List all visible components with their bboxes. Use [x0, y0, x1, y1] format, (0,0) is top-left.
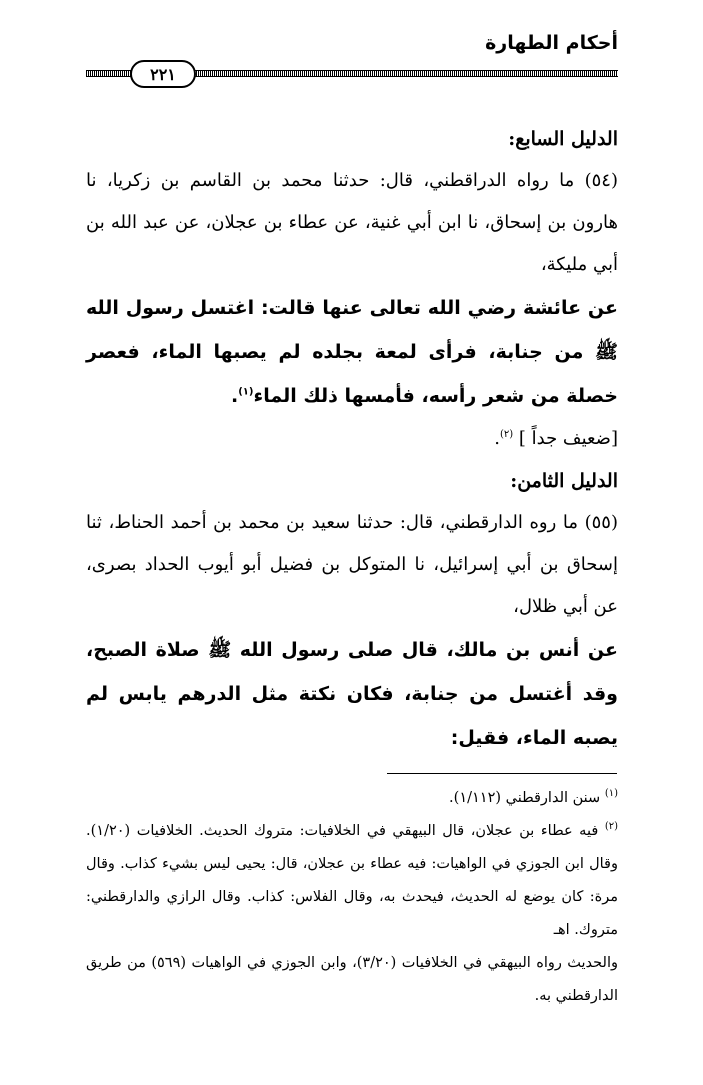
main-text — [86, 118, 618, 760]
section-heading-8: الدليل الثامن: — [510, 470, 618, 492]
hadith-end-54: . — [231, 385, 239, 407]
footnote-divider — [387, 773, 617, 774]
page-number: ٢٢١ — [130, 60, 196, 88]
footnote-ref-2: (٢) — [499, 429, 514, 440]
grade-label: [ضعيف جداً ] — [518, 428, 618, 449]
hadith-matn-54: عن عائشة رضي الله تعالى عنها قالت: اغتسل رسول الله ﷺ من جنابة، فرأى لمعة بجلده لم يصبها الماء، فعصر خصلة من شعر رأسه، فأمسها ذلك الماء — [86, 297, 618, 407]
hadith-grade — [86, 418, 618, 460]
grade-end: . — [494, 428, 500, 449]
footnote-mark-2: (٢) — [604, 821, 618, 833]
footnote-1 — [86, 782, 618, 815]
footnote-ref-1: (١) — [238, 386, 254, 398]
isnad-55: (٥٥) ما روه الدارقطني، قال: حدثنا سعيد بن محمد بن أحمد الحناط، ثنا إسحاق بن أبي إسرائيل، نا المتوكل بن فضيل أبو أيوب الحداد بصرى، عن أبي ظلال، — [86, 512, 618, 617]
hadith-text-54 — [86, 286, 618, 418]
isnad-54: (٥٤) ما رواه الدراقطني، قال: حدثنا محمد بن القاسم بن زكريا، نا هارون بن إسحاق، نا ابن أبي غنية، عن عطاء بن عجلان، عن عبد الله بن أبي مليكة، — [86, 170, 618, 275]
footnote-2 — [86, 815, 618, 947]
footnote-mark-1: (١) — [604, 788, 618, 800]
page-header — [86, 30, 618, 90]
footnote-1-text: سنن الدارقطني (١/١١٢). — [449, 790, 601, 806]
hadith-text-55: عن أنس بن مالك، قال صلى رسول الله ﷺ صلاة الصبح، وقد أغتسل من جنابة، فكان نكتة مثل الدرهم يابس لم يصبه الماء، فقيل: — [86, 639, 618, 749]
book-title: أحكام الطهارة — [485, 32, 618, 54]
footnote-2-text: فيه عطاء بن عجلان، قال البيهقي في الخلافيات: متروك الحديث. الخلافيات (١/٢٠). وقال ابن الجوزي في الواهيات: فيه عطاء بن عجلان، قال: يحيى ليس بشيء كذاب. وقال مرة: كان يوضع له الحديث، فيحدث به، وقال الفلاس: كذاب. وقال الرازي والدارقطني: متروك. اهـ — [86, 823, 618, 938]
footnote-2-continued: والحديث رواه البيهقي في الخلافيات (٣/٢٠)، وابن الجوزي في الواهيات (٥٦٩) من طريق الدارقطني به. — [86, 955, 618, 1004]
footnotes — [86, 782, 618, 1013]
section-heading-7: الدليل السابع: — [508, 128, 618, 150]
